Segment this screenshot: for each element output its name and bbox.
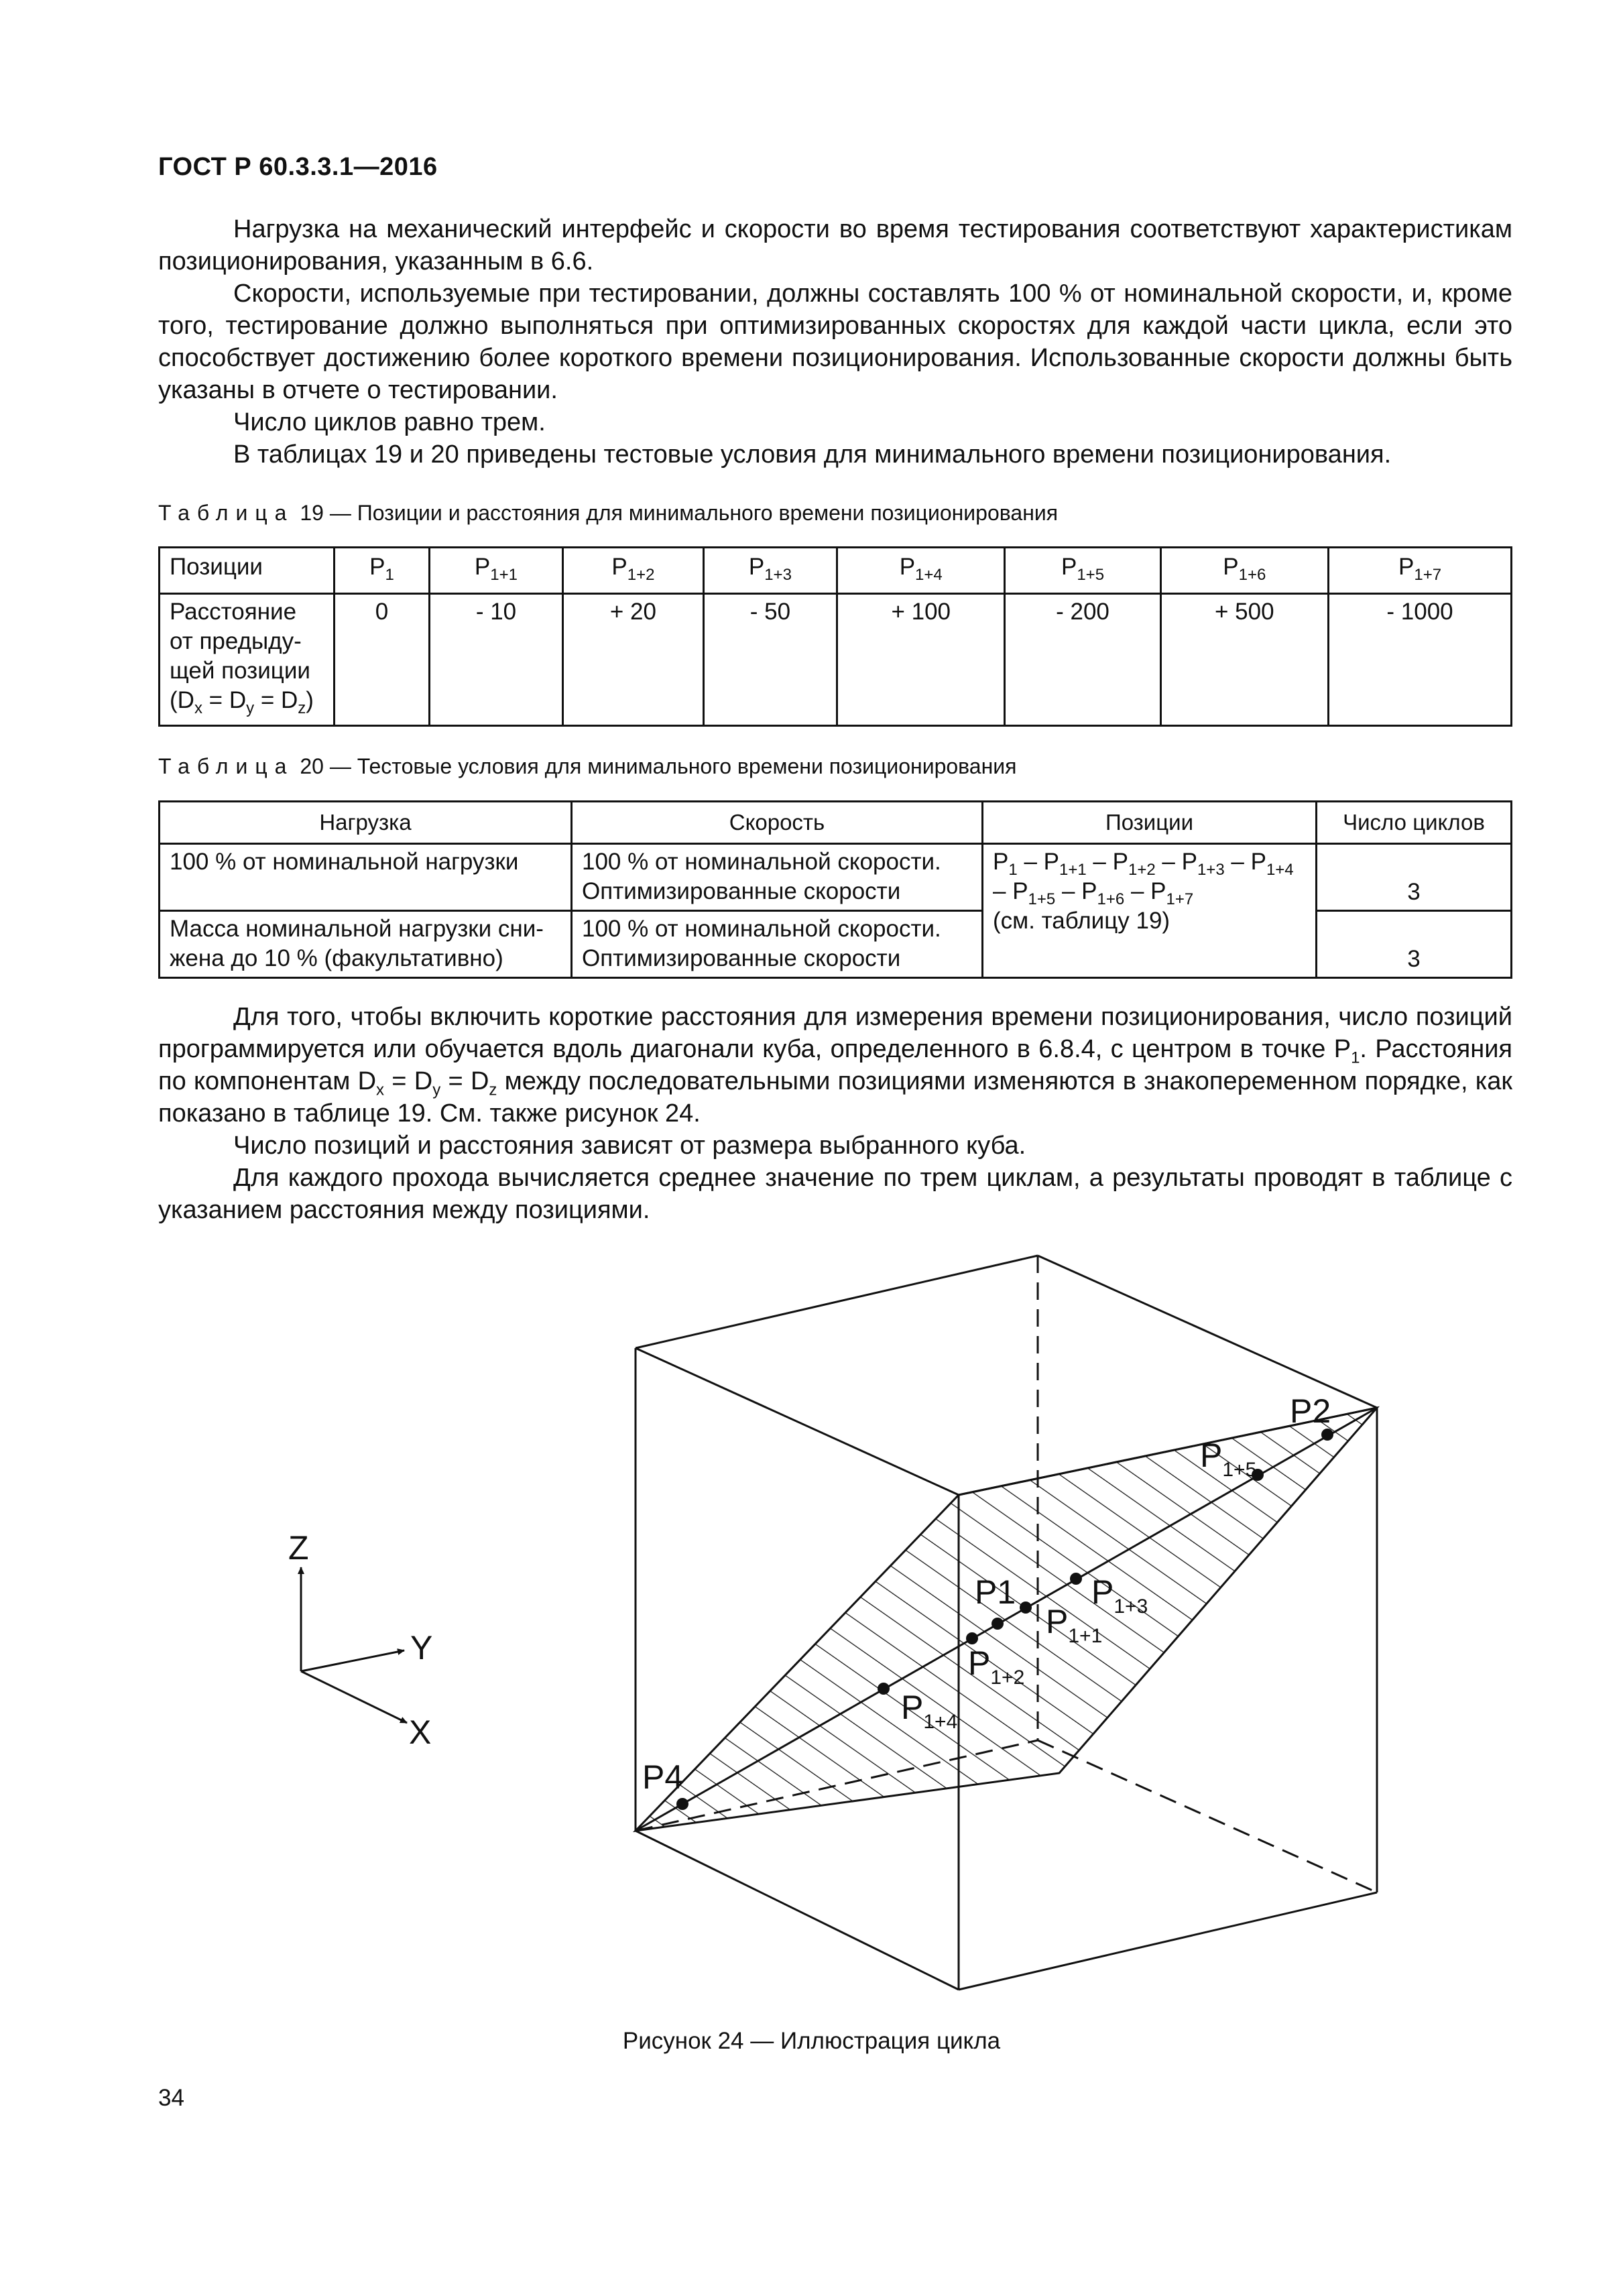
table20-speed-cell: 100 % от номинальной скорости. Оптимизированные скорости	[572, 844, 983, 911]
table19-distance-cell: + 500	[1160, 594, 1328, 726]
body-paragraph-3: Для каждого прохода вычисляется среднее значение по трем циклам, а результаты проводят в таблице с указанием расстояния между позициями.	[158, 1164, 1512, 1224]
body-paragraph-1: Для того, чтобы включить короткие расстояния для измерения времени позиционирования, число позиций программируется или обучается вдоль диагонали куба, определенного в 6.8.4, с центром в точке $Р_1$. Расстояния по компонентам $D_x = D_y = D_z$ между последовательными позициями изменяются в знакопеременном порядке, как показано в таблице 19. См. также рисунок 24.	[158, 1003, 1513, 1128]
table19-row-header-distance: Расстояние от предыду- щей позиции $(D_x = D_y = D_z)$	[160, 594, 335, 726]
point-p4	[676, 1798, 688, 1810]
table19-row-header-positions: Позиции	[160, 548, 335, 594]
axis-y-label: Y	[410, 1629, 433, 1667]
document-header-code: ГОСТ Р 60.3.3.1—2016	[158, 153, 438, 181]
axis-x-label: X	[409, 1713, 432, 1751]
axis-z-label: Z	[288, 1529, 309, 1567]
table19-pos-cell: $P_{1+3}$	[703, 548, 837, 594]
table20-cycles-cell: 3	[1317, 844, 1512, 911]
table20-header-cycles: Число циклов	[1317, 802, 1512, 844]
table20-cycles-cell: 3	[1317, 911, 1512, 978]
table19-distance-cell: + 100	[837, 594, 1004, 726]
table19-distance-cell: - 200	[1005, 594, 1160, 726]
label-p1-5: $P_{1+5}$	[1200, 1437, 1257, 1481]
table20-load-cell: Масса номинальной нагрузки сни- жена до 10 % (факультативно)	[160, 911, 572, 978]
axes-indicator	[301, 1567, 407, 1723]
label-p1-3: $P_{1+3}$	[1091, 1573, 1148, 1618]
table19-label: Таблица	[158, 501, 294, 525]
intro-paragraph-4: В таблицах 19 и 20 приведены тестовые условия для минимального времени позиционирования.	[233, 440, 1392, 469]
table20-positions-cell: $P_1 - P_{1+1} - P_{1+2} - P_{1+3} - P_{1+4}$ – $P_{1+5} - P_{1+6} - P_{1+7}$ (см. таблицу 19)	[983, 844, 1317, 978]
table20-load-cell: 100 % от номинальной нагрузки	[160, 844, 572, 911]
table20-label: Таблица	[158, 754, 294, 778]
intro-paragraph-2: Скорости, используемые при тестировании, должны составлять 100 % от номинальной скорости, и, кроме того, тестирование должно выполняться при оптимизированных скоростях для каждой части цикла, если это способствует достижению более короткого времени позиционирования. Использованные скорости должны быть указаны в отчете о тестировании.	[158, 280, 1512, 404]
page-number: 34	[158, 2085, 184, 2111]
table19-distance-cell: - 1000	[1329, 594, 1512, 726]
label-p4: P4	[642, 1758, 684, 1796]
label-p1-1: $P_{1+1}$	[1046, 1603, 1103, 1647]
point-p1-1	[991, 1618, 1004, 1630]
body-paragraph-2: Число позиций и расстояния зависят от размера выбранного куба.	[233, 1132, 1026, 1160]
table19-pos-cell: $P_{1+4}$	[837, 548, 1004, 594]
table20-header-positions: Позиции	[983, 802, 1317, 844]
point-p1	[1020, 1602, 1032, 1614]
table19-pos-cell: $P_{1+1}$	[429, 548, 562, 594]
intro-paragraph-1: Нагрузка на механический интерфейс и скорости во время тестирования соответствуют характеристикам позиционирования, указанным в 6.6.	[158, 215, 1512, 276]
figure-caption: Рисунок 24 — Иллюстрация цикла	[622, 2028, 1001, 2054]
intro-paragraph-3: Число циклов равно трем.	[233, 408, 546, 436]
table19-pos-cell: $P_{1+5}$	[1005, 548, 1160, 594]
label-p1-4: $P_{1+4}$	[901, 1689, 958, 1733]
table20-header-speed: Скорость	[572, 802, 983, 844]
label-p2: P2	[1290, 1392, 1331, 1430]
table19-pos-cell: $P_{1+6}$	[1160, 548, 1328, 594]
label-p1-2: $P_{1+2}$	[968, 1644, 1025, 1689]
table19-pos-cell: $P_{1+7}$	[1329, 548, 1512, 594]
point-p1-4	[878, 1683, 890, 1695]
point-p1-2	[966, 1632, 978, 1644]
table19-distance-cell: - 10	[429, 594, 562, 726]
table20-title: 20 — Тестовые условия для минимального времени позиционирования	[300, 754, 1017, 778]
table19-distance-cell: - 50	[703, 594, 837, 726]
table19-pos-cell: $P_1$	[335, 548, 430, 594]
point-p1-3	[1070, 1573, 1082, 1585]
table19-distance-cell: + 20	[563, 594, 704, 726]
table19-pos-cell: $P_{1+2}$	[563, 548, 704, 594]
table20-header-load: Нагрузка	[160, 802, 572, 844]
point-p2	[1321, 1429, 1333, 1441]
table20-speed-cell: 100 % от номинальной скорости. Оптимизированные скорости	[572, 911, 983, 978]
table19-title: 19 — Позиции и расстояния для минимального времени позиционирования	[300, 501, 1059, 525]
label-p1: P1	[975, 1573, 1016, 1611]
table19-distance-cell: 0	[335, 594, 430, 726]
